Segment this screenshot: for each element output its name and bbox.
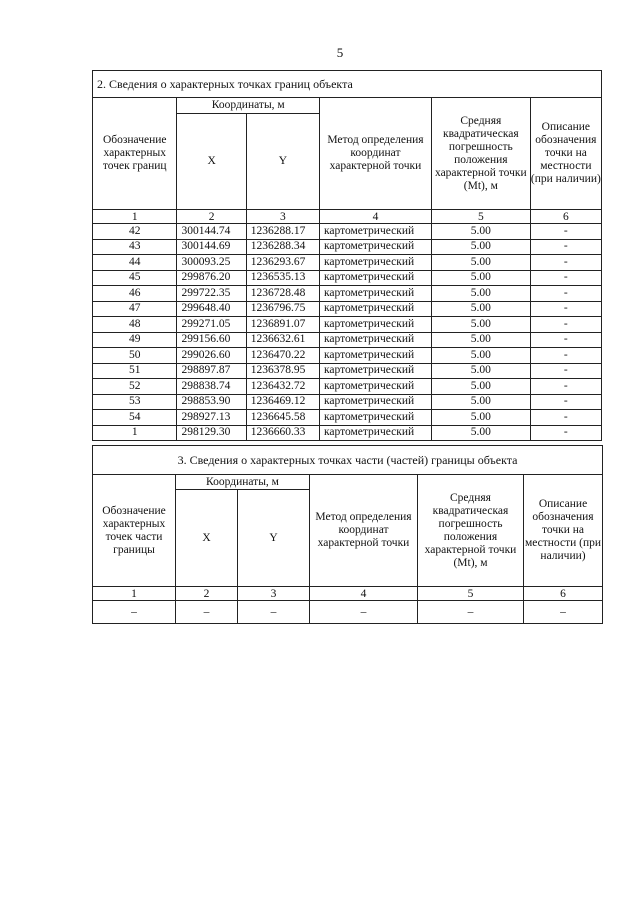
table-row	[93, 301, 602, 317]
column-number: 3	[238, 587, 310, 601]
column-number: 4	[319, 210, 431, 224]
header-description: Описание обозначения точки на местности (при наличии)	[524, 475, 603, 587]
table-row	[93, 425, 602, 441]
description-cell: -	[530, 224, 601, 240]
method-cell: картометрический	[319, 270, 431, 286]
accuracy-cell: 5.00	[431, 239, 530, 255]
description-cell: -	[530, 348, 601, 364]
column-number: 5	[431, 210, 530, 224]
table-row	[93, 363, 602, 379]
y-coordinate-cell: 1236469.12	[246, 394, 319, 410]
point-number-cell: 44	[93, 255, 177, 271]
description-cell: -	[530, 317, 601, 333]
header-accuracy: Средняя квадратическая погрешность положения характерной точки (Mt), м	[418, 475, 524, 587]
x-coordinate-cell: 298897.87	[177, 363, 246, 379]
header-y: Y	[238, 490, 310, 587]
description-cell: -	[530, 255, 601, 271]
accuracy-cell: 5.00	[431, 270, 530, 286]
y-coordinate-cell: –	[238, 601, 310, 624]
point-number-cell: 51	[93, 363, 177, 379]
table-row	[93, 410, 602, 426]
method-cell: картометрический	[319, 286, 431, 302]
accuracy-cell: 5.00	[431, 425, 530, 441]
description-cell: -	[530, 301, 601, 317]
description-cell: -	[530, 425, 601, 441]
x-coordinate-cell: –	[176, 601, 238, 624]
point-number-cell: 49	[93, 332, 177, 348]
method-cell: картометрический	[319, 224, 431, 240]
header-designation: Обозначение характерных точек границ	[93, 98, 177, 210]
x-coordinate-cell: 299156.60	[177, 332, 246, 348]
column-number: 2	[176, 587, 238, 601]
accuracy-cell: 5.00	[431, 224, 530, 240]
part-boundary-points-table	[92, 445, 603, 624]
header-coordinates: Координаты, м	[177, 98, 320, 114]
table-row	[93, 394, 602, 410]
point-number-cell: 42	[93, 224, 177, 240]
description-cell: -	[530, 332, 601, 348]
y-coordinate-cell: 1236378.95	[246, 363, 319, 379]
table-row	[93, 317, 602, 333]
x-coordinate-cell: 300144.69	[177, 239, 246, 255]
description-cell: -	[530, 410, 601, 426]
table-row	[93, 601, 603, 624]
accuracy-cell: 5.00	[431, 363, 530, 379]
x-coordinate-cell: 299271.05	[177, 317, 246, 333]
column-number: 1	[93, 210, 177, 224]
column-number: 2	[177, 210, 246, 224]
x-coordinate-cell: 298853.90	[177, 394, 246, 410]
y-coordinate-cell: 1236535.13	[246, 270, 319, 286]
y-coordinate-cell: 1236796.75	[246, 301, 319, 317]
description-cell: –	[524, 601, 603, 624]
accuracy-cell: 5.00	[431, 379, 530, 395]
description-cell: -	[530, 239, 601, 255]
accuracy-cell: –	[418, 601, 524, 624]
method-cell: картометрический	[319, 301, 431, 317]
x-coordinate-cell: 300093.25	[177, 255, 246, 271]
point-number-cell: 54	[93, 410, 177, 426]
point-number-cell: 50	[93, 348, 177, 364]
boundary-points-rows	[93, 224, 602, 441]
table-row	[93, 255, 602, 271]
x-coordinate-cell: 299026.60	[177, 348, 246, 364]
header-method: Метод определения координат характерной точки	[310, 475, 418, 587]
method-cell: картометрический	[319, 255, 431, 271]
y-coordinate-cell: 1236288.17	[246, 224, 319, 240]
table-row	[93, 224, 602, 240]
part-boundary-points-rows	[93, 601, 603, 624]
header-accuracy-text: Средняя квадратическая погрешность положения характерной точки (Mt), м	[434, 114, 527, 192]
header-description: Описание обозначения точки на местности (при наличии)	[530, 98, 601, 210]
point-number-cell: 47	[93, 301, 177, 317]
point-number-cell: 43	[93, 239, 177, 255]
y-coordinate-cell: 1236470.22	[246, 348, 319, 364]
y-coordinate-cell: 1236432.72	[246, 379, 319, 395]
column-number-row	[93, 210, 602, 224]
point-number-cell: 53	[93, 394, 177, 410]
method-cell: картометрический	[319, 410, 431, 426]
accuracy-cell: 5.00	[431, 317, 530, 333]
method-cell: картометрический	[319, 379, 431, 395]
description-cell: -	[530, 286, 601, 302]
description-cell: -	[530, 394, 601, 410]
column-number: 4	[310, 587, 418, 601]
table-row	[93, 379, 602, 395]
section-3-title: 3. Сведения о характерных точках части (частей) границы объекта	[93, 446, 603, 475]
y-coordinate-cell: 1236293.67	[246, 255, 319, 271]
y-coordinate-cell: 1236288.34	[246, 239, 319, 255]
column-number: 1	[93, 587, 176, 601]
y-coordinate-cell: 1236728.48	[246, 286, 319, 302]
method-cell: картометрический	[319, 239, 431, 255]
x-coordinate-cell: 299648.40	[177, 301, 246, 317]
header-x: X	[176, 490, 238, 587]
y-coordinate-cell: 1236660.33	[246, 425, 319, 441]
point-number-cell: 52	[93, 379, 177, 395]
section-2-title: 2. Сведения о характерных точках границ объекта	[93, 71, 602, 98]
x-coordinate-cell: 298129.30	[177, 425, 246, 441]
method-cell: картометрический	[319, 317, 431, 333]
method-cell: картометрический	[319, 332, 431, 348]
header-y: Y	[246, 114, 319, 210]
column-number: 3	[246, 210, 319, 224]
accuracy-cell: 5.00	[431, 301, 530, 317]
column-number-row	[93, 587, 603, 601]
table-row	[93, 332, 602, 348]
accuracy-cell: 5.00	[431, 348, 530, 364]
point-number-cell: 48	[93, 317, 177, 333]
method-cell: картометрический	[319, 394, 431, 410]
point-number-cell: –	[93, 601, 176, 624]
table-row	[93, 348, 602, 364]
method-cell: картометрический	[319, 348, 431, 364]
description-cell: -	[530, 270, 601, 286]
description-cell: -	[530, 363, 601, 379]
accuracy-cell: 5.00	[431, 286, 530, 302]
header-accuracy	[431, 98, 530, 210]
method-cell: картометрический	[319, 425, 431, 441]
method-cell: картометрический	[319, 363, 431, 379]
x-coordinate-cell: 299876.20	[177, 270, 246, 286]
y-coordinate-cell: 1236632.61	[246, 332, 319, 348]
point-number-cell: 1	[93, 425, 177, 441]
table-row	[93, 270, 602, 286]
header-x: X	[177, 114, 246, 210]
header-coordinates: Координаты, м	[176, 475, 310, 490]
table-row	[93, 239, 602, 255]
accuracy-cell: 5.00	[431, 410, 530, 426]
boundary-points-table	[92, 70, 602, 441]
x-coordinate-cell: 299722.35	[177, 286, 246, 302]
y-coordinate-cell: 1236891.07	[246, 317, 319, 333]
header-method: Метод определения координат характерной точки	[319, 98, 431, 210]
header-designation: Обозначение характерных точек части границы	[93, 475, 176, 587]
column-number: 5	[418, 587, 524, 601]
x-coordinate-cell: 298838.74	[177, 379, 246, 395]
accuracy-cell: 5.00	[431, 255, 530, 271]
page-number: 5	[336, 45, 344, 60]
x-coordinate-cell: 298927.13	[177, 410, 246, 426]
column-number: 6	[530, 210, 601, 224]
y-coordinate-cell: 1236645.58	[246, 410, 319, 426]
point-number-cell: 45	[93, 270, 177, 286]
description-cell: -	[530, 379, 601, 395]
column-number: 6	[524, 587, 603, 601]
x-coordinate-cell: 300144.74	[177, 224, 246, 240]
point-number-cell: 46	[93, 286, 177, 302]
accuracy-cell: 5.00	[431, 394, 530, 410]
accuracy-cell: 5.00	[431, 332, 530, 348]
table-row	[93, 286, 602, 302]
method-cell: –	[310, 601, 418, 624]
